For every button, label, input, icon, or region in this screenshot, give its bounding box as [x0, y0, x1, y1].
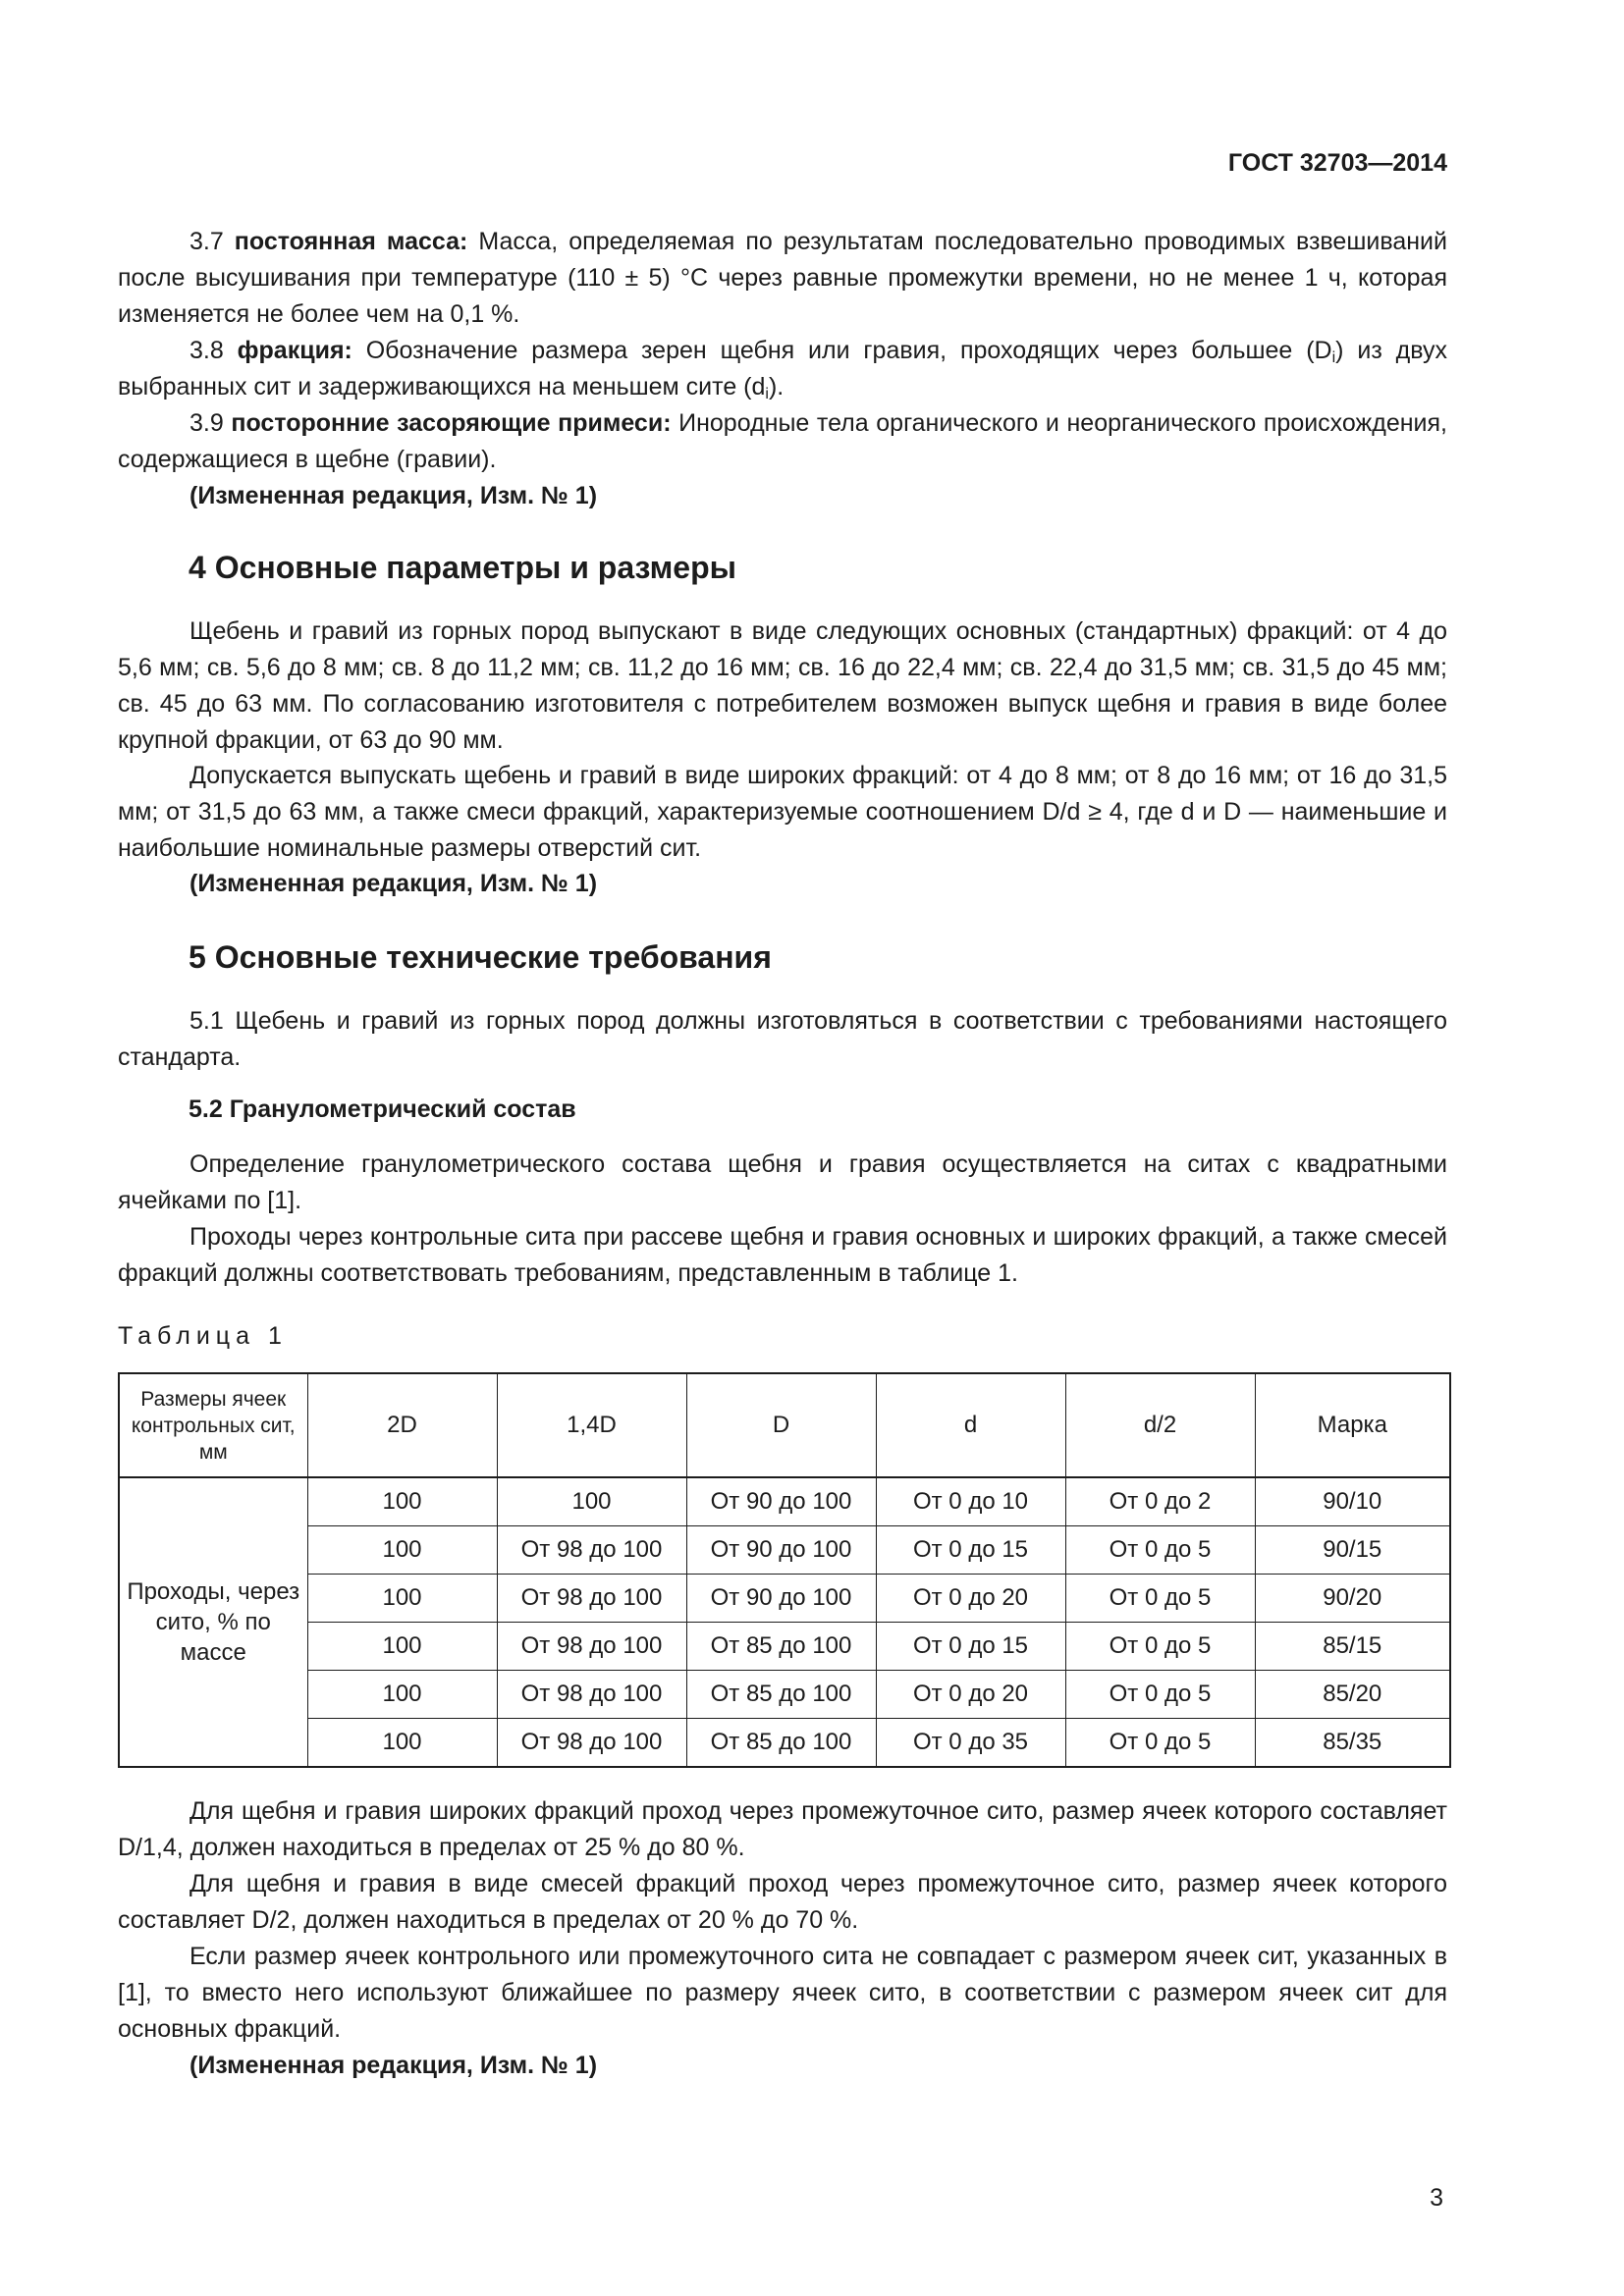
- subscript: i: [1331, 349, 1336, 366]
- amendment-note: [118, 866, 1447, 902]
- amendment-text: (Измененная редакция, Изм. № 1): [189, 482, 598, 509]
- table-1: [118, 1372, 1451, 1768]
- table-cell: От 90 до 100: [686, 1477, 876, 1526]
- clause-number: 3.8: [189, 337, 238, 364]
- clause-number: 3.9: [189, 409, 232, 437]
- table-cell: От 85 до 100: [686, 1671, 876, 1719]
- table-header-cell: 2D: [307, 1373, 497, 1477]
- paragraph-text: 5.1 Щебень и гравий из горных пород должны изготовляться в соответствии с требованиями настоящего стандарта.: [118, 1007, 1447, 1071]
- table-cell: От 98 до 100: [497, 1526, 686, 1575]
- table-header-cell: d: [876, 1373, 1065, 1477]
- clause-term: фракция:: [237, 337, 352, 364]
- clause-3-9: [118, 405, 1447, 478]
- table-header-cell: d/2: [1065, 1373, 1255, 1477]
- table-cell: 85/35: [1255, 1719, 1450, 1768]
- clause-3-8: [118, 333, 1447, 405]
- table-cell: От 0 до 10: [876, 1477, 1065, 1526]
- paragraph-text: Для щебня и гравия широких фракций проход через промежуточное сито, размер ячеек которого составляет D/1,4, должен находиться в пределах от 25 % до 80 %.: [118, 1797, 1447, 1861]
- clause-text: ).: [768, 373, 785, 400]
- clause-number: 3.7: [189, 228, 235, 255]
- table-cell: От 0 до 5: [1065, 1671, 1255, 1719]
- table-caption: Таблица 1: [118, 1322, 288, 1350]
- table-row-label: Проходы, через сито, % по массе: [119, 1477, 307, 1767]
- subscript: i: [765, 386, 769, 402]
- paragraph-text: Определение гранулометрического состава щебня и гравия осуществляется на ситах с квадратными ячейками по [1].: [118, 1150, 1447, 1214]
- document-header: ГОСТ 32703—2014: [1227, 149, 1447, 177]
- paragraph-after-table-2: [118, 1866, 1447, 1939]
- table-cell: От 0 до 5: [1065, 1719, 1255, 1768]
- table-cell: От 85 до 100: [686, 1719, 876, 1768]
- amendment-text: (Измененная редакция, Изм. № 1): [189, 2052, 598, 2079]
- table-cell: От 90 до 100: [686, 1575, 876, 1623]
- clause-text: ) из двух выбранных сит и задерживающихся на меньшем сите (d: [118, 337, 1447, 400]
- table-cell: От 98 до 100: [497, 1623, 686, 1671]
- table-row: [119, 1671, 1450, 1719]
- table-cell: 100: [307, 1671, 497, 1719]
- table-row: [119, 1623, 1450, 1671]
- amendment-note: [118, 478, 1447, 514]
- table-cell: От 0 до 35: [876, 1719, 1065, 1768]
- clause-text: Масса, определяемая по результатам последовательно проводимых взвешиваний после высушивания при температуре (110 ± 5) °С через равные промежутки времени, но не менее 1 ч, которая изменяется не более чем на 0,1 %.: [118, 228, 1447, 328]
- section-4-paragraph-1: [118, 614, 1447, 759]
- subsection-5-2-title: 5.2 Гранулометрический состав: [189, 1095, 576, 1123]
- table-cell: От 0 до 20: [876, 1575, 1065, 1623]
- table-cell: От 0 до 15: [876, 1526, 1065, 1575]
- table-cell: 85/20: [1255, 1671, 1450, 1719]
- table-cell: 100: [307, 1575, 497, 1623]
- paragraph-text: Проходы через контрольные сита при рассеве щебня и гравия основных и широких фракций, а также смесей фракций должны соответствовать требованиям, представленным в таблице 1.: [118, 1223, 1447, 1287]
- clause-text: Инородные тела органического и неорганического происхождения, содержащиеся в щебне (гравии).: [118, 409, 1447, 473]
- table-row: [119, 1719, 1450, 1768]
- table-cell: От 85 до 100: [686, 1623, 876, 1671]
- table-header-cell: D: [686, 1373, 876, 1477]
- table-row: [119, 1477, 1450, 1526]
- table-row: [119, 1526, 1450, 1575]
- section-4-title: 4 Основные параметры и размеры: [189, 550, 736, 585]
- table-cell: От 0 до 5: [1065, 1623, 1255, 1671]
- clause-5-2-paragraph-2: [118, 1219, 1447, 1292]
- clause-text: Обозначение размера зерен щебня или гравия, проходящих через большее (D: [352, 337, 1332, 364]
- amendment-note: [118, 2048, 1447, 2084]
- paragraph-text: Допускается выпускать щебень и гравий в виде широких фракций: от 4 до 8 мм; от 8 до 16 мм; от 16 до 31,5 мм; от 31,5 до 63 мм, а также смеси фракций, характеризуемые соотношением D/d ≥ 4, где d и D — наименьшие и наибольшие номинальные размеры отверстий сит.: [118, 762, 1447, 862]
- clause-term: посторонние засоряющие примеси:: [231, 409, 672, 437]
- page-number: 3: [1430, 2184, 1443, 2212]
- clause-3-7: [118, 224, 1447, 333]
- table-row: [119, 1575, 1450, 1623]
- paragraph-text: Если размер ячеек контрольного или промежуточного сита не совпадает с размером ячеек сит, указанных в [1], то вместо него используют ближайшее по размеру ячеек сито, в соответствии с размером ячеек сит для основных фракций.: [118, 1943, 1447, 2043]
- paragraph-text: Для щебня и гравия в виде смесей фракций проход через промежуточное сито, размер ячеек которого составляет D/2, должен находиться в пределах от 20 % до 70 %.: [118, 1870, 1447, 1934]
- table-cell: От 0 до 20: [876, 1671, 1065, 1719]
- section-4-paragraph-2: [118, 758, 1447, 867]
- table-cell: 85/15: [1255, 1623, 1450, 1671]
- table-cell: От 98 до 100: [497, 1575, 686, 1623]
- table-cell: 90/20: [1255, 1575, 1450, 1623]
- table-header-cell: Марка: [1255, 1373, 1450, 1477]
- table-cell: 90/10: [1255, 1477, 1450, 1526]
- table-cell: От 0 до 5: [1065, 1526, 1255, 1575]
- table-cell: 100: [497, 1477, 686, 1526]
- table-cell: От 90 до 100: [686, 1526, 876, 1575]
- clause-5-2-paragraph-1: [118, 1147, 1447, 1219]
- section-5-title: 5 Основные технические требования: [189, 939, 772, 975]
- table-cell: 90/15: [1255, 1526, 1450, 1575]
- table-cell: 100: [307, 1477, 497, 1526]
- amendment-text: (Измененная редакция, Изм. № 1): [189, 870, 598, 897]
- paragraph-after-table-1: [118, 1793, 1447, 1866]
- table-header-row: [119, 1373, 1450, 1477]
- table-cell: От 98 до 100: [497, 1719, 686, 1768]
- paragraph-after-table-3: [118, 1939, 1447, 2048]
- paragraph-text: Щебень и гравий из горных пород выпускают в виде следующих основных (стандартных) фракций: от 4 до 5,6 мм; св. 5,6 до 8 мм; св. 8 до 11,2 мм; св. 11,2 до 16 мм; св. 16 до 22,4 мм; св. 22,4 до 31,5 мм; св. 31,5 до 45 мм; св. 45 до 63 мм. По согласованию изготовителя с потребителем возможен выпуск щебня и гравия в виде более крупной фракции, от 63 до 90 мм.: [118, 617, 1447, 754]
- table-cell: 100: [307, 1719, 497, 1768]
- table-cell: 100: [307, 1623, 497, 1671]
- clause-5-1: [118, 1003, 1447, 1076]
- table-header-cell: 1,4D: [497, 1373, 686, 1477]
- table-cell: 100: [307, 1526, 497, 1575]
- clause-term: постоянная масса:: [234, 228, 468, 255]
- table-cell: От 0 до 5: [1065, 1575, 1255, 1623]
- table-cell: От 98 до 100: [497, 1671, 686, 1719]
- table-header-cell: Размеры ячеек контрольных сит, мм: [119, 1373, 307, 1477]
- table-cell: От 0 до 15: [876, 1623, 1065, 1671]
- table-cell: От 0 до 2: [1065, 1477, 1255, 1526]
